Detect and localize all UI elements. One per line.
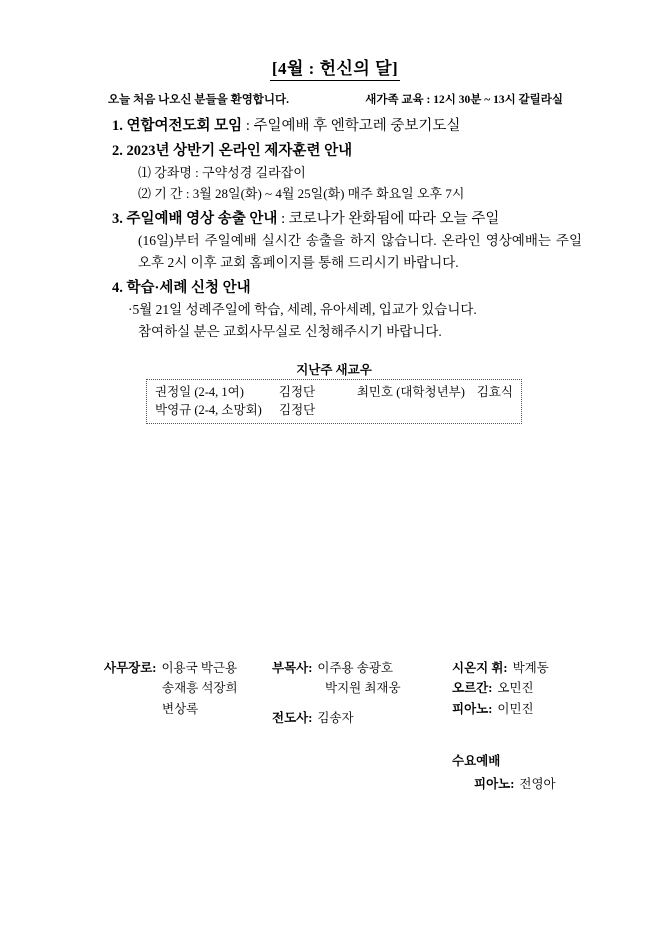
notice-number: 4. bbox=[112, 279, 123, 296]
associate-pastors-column bbox=[272, 658, 452, 728]
associate-pastors-names: 박지원 최재웅 bbox=[325, 681, 401, 696]
new-member-guide: 김효식 bbox=[476, 385, 513, 399]
office-elders-label: 사무장로: bbox=[104, 661, 157, 675]
notice-title: 주일예배 영상 송출 안내 bbox=[126, 210, 278, 227]
organ-name: 오민진 bbox=[497, 681, 534, 696]
organ-label: 오르간: bbox=[452, 681, 493, 696]
piano-label: 피아노: bbox=[452, 701, 493, 716]
notice-number: 3. bbox=[112, 210, 123, 227]
associate-pastors-label: 부목사: bbox=[272, 661, 313, 675]
conductor-name: 박계동 bbox=[512, 661, 549, 675]
conductor-row bbox=[452, 658, 622, 678]
evangelist-name: 김송자 bbox=[317, 710, 354, 725]
conductor-label: 시온지 휘: bbox=[452, 661, 508, 675]
welcome-line bbox=[108, 91, 563, 107]
staff-footer bbox=[0, 658, 670, 818]
office-elders-names: 송재흥 석장희 bbox=[162, 681, 238, 696]
new-member-name: 박영규 (2-4, 소망회) bbox=[155, 403, 262, 418]
notice-bullet: ·5월 21일 성례주일에 학습, 세례, 유아세례, 입교가 있습니다. bbox=[128, 302, 477, 318]
piano-name: 이민진 bbox=[497, 701, 534, 716]
notice-bullet: 참여하실 분은 교회사무실로 신청해주시기 바랍니다. bbox=[138, 324, 442, 340]
table-row bbox=[155, 383, 513, 401]
new-member-guide: 김정단 bbox=[278, 385, 316, 399]
notice-title: 학습·세례 신청 안내 bbox=[126, 279, 251, 296]
new-member-name: 최민호 (대학청년부) bbox=[356, 385, 465, 399]
associate-pastors-names: 이주용 송광호 bbox=[317, 661, 393, 675]
organ-row bbox=[452, 678, 622, 698]
notice-number: 1. bbox=[112, 118, 123, 134]
wednesday-piano-name: 전영아 bbox=[519, 777, 556, 791]
notice-title: 연합여전도회 모임 bbox=[126, 118, 243, 134]
notice-item-2 bbox=[112, 140, 582, 204]
notice-body: (16일)부터 주일예배 실시간 송출을 하지 않습니다. 온라인 영상예배는 주일 오후 2시 이후 교회 홈페이지를 통해 드리시기 바랍니다. bbox=[138, 233, 582, 270]
new-members-box bbox=[146, 363, 522, 424]
spacer bbox=[272, 699, 452, 708]
notice-sub-line: ⑵ 기 간 : 3월 28일(화) ~ 4월 25일(화) 매주 화요일 오후 7시 bbox=[138, 185, 465, 201]
office-elders-row bbox=[104, 658, 274, 678]
office-elders-column bbox=[104, 658, 274, 719]
notice-rest: : 코로나가 완화됨에 따라 오늘 주일 bbox=[277, 210, 500, 227]
notice-item-3 bbox=[112, 208, 582, 274]
wednesday-service-title: 수요예배 bbox=[452, 754, 501, 768]
new-member-name bbox=[357, 401, 477, 419]
new-member-name: 권정일 (2-4, 1여) bbox=[155, 385, 244, 399]
notice-heading bbox=[112, 140, 582, 162]
notice-rest: : 주일예배 후 엔학고레 중보기도실 bbox=[242, 118, 461, 134]
zion-choir-column bbox=[452, 658, 622, 719]
notice-heading bbox=[112, 208, 582, 230]
notice-title: 2023년 상반기 온라인 제자훈련 안내 bbox=[126, 143, 353, 160]
notice-item-1 bbox=[112, 115, 582, 137]
office-elders-names: 변상록 bbox=[162, 701, 199, 716]
page-title-wrap bbox=[0, 54, 670, 81]
new-member-guide: 김정단 bbox=[279, 403, 316, 418]
welcome-text: 오늘 처음 나오신 분들을 환영합니다. bbox=[108, 94, 290, 106]
associate-pastors-row bbox=[272, 658, 452, 678]
piano-row bbox=[452, 699, 622, 719]
table-row bbox=[155, 401, 513, 419]
evangelist-row bbox=[272, 708, 452, 728]
page-title: [4월 : 헌신의 달] bbox=[270, 54, 400, 81]
newcomer-class-info: 새가족 교육 : 12시 30분 ~ 13시 갈릴라실 bbox=[365, 94, 563, 106]
evangelist-label: 전도사: bbox=[272, 710, 313, 725]
notice-heading bbox=[112, 277, 582, 299]
notice-sub-line: ⑴ 강좌명 : 구약성경 길라잡이 bbox=[138, 164, 306, 180]
notice-heading bbox=[112, 115, 582, 137]
wednesday-piano-label: 피아노: bbox=[474, 777, 515, 791]
notice-list bbox=[112, 115, 582, 346]
office-elders-names: 이용국 박근용 bbox=[161, 661, 238, 675]
new-members-table bbox=[146, 379, 522, 424]
wednesday-piano-row bbox=[474, 774, 556, 792]
notice-number: 2. bbox=[112, 143, 123, 160]
notice-item-4 bbox=[112, 277, 582, 343]
new-members-title: 지난주 새교우 bbox=[296, 363, 372, 377]
